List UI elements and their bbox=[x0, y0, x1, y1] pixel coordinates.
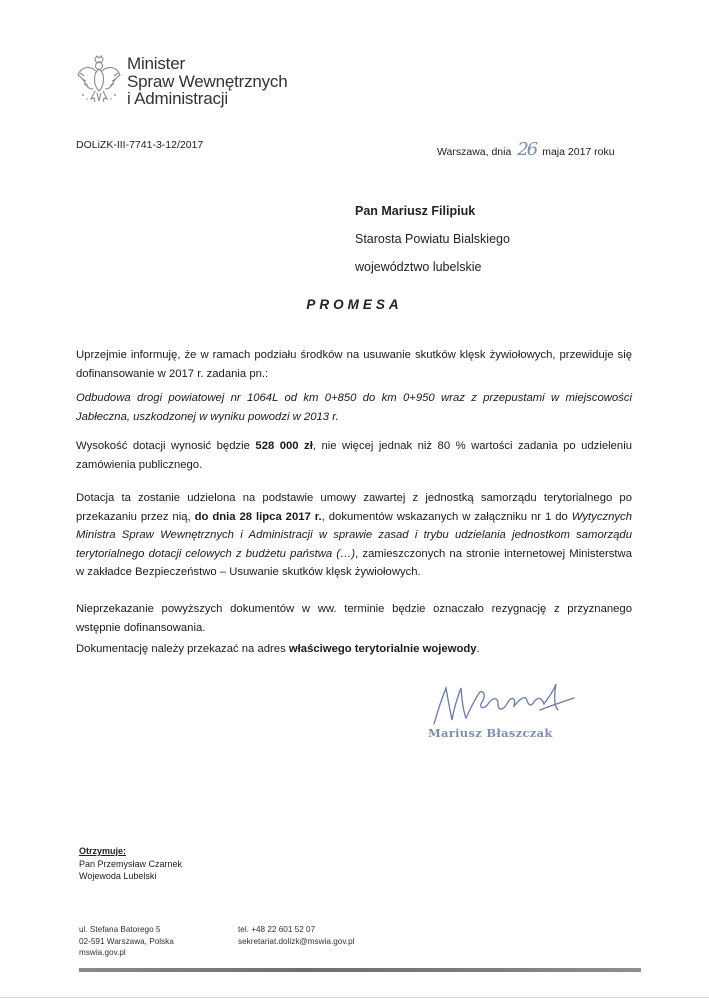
copy-to-label: Otrzymuje: bbox=[79, 846, 127, 856]
conditions-part-1: Dotacja ta zostanie udzielona na podstawie umowy zawartej z jednostką samorządu terytorialnego po przekazaniu przez nią, bbox=[76, 492, 632, 523]
footer-address bbox=[79, 924, 174, 959]
conditions-part-2: , dokumentów wskazanych w załączniku nr 1 do bbox=[321, 510, 572, 523]
grant-amount: 528 000 zł bbox=[255, 440, 313, 452]
grant-text-before: Wysokość dotacji wynosić będzie bbox=[76, 440, 256, 452]
footer-contact bbox=[238, 924, 354, 947]
polish-eagle-emblem-icon bbox=[75, 55, 123, 107]
submission-target: właściwego terytorialnie wojewody bbox=[288, 643, 477, 655]
letter-date bbox=[437, 139, 615, 160]
copy-to-line-2: Wojewoda Lubelski bbox=[79, 871, 157, 881]
ministry-line-2: Spraw Wewnętrznych bbox=[127, 71, 288, 91]
submission-text-before: Dokumentację należy przekazać na adres bbox=[76, 643, 289, 655]
ministry-line-3: i Administracji bbox=[127, 89, 228, 108]
copy-to-line-1: Pan Przemysław Czarnek bbox=[79, 858, 183, 869]
submission-text-after: . bbox=[476, 643, 480, 655]
date-day-handwritten: 26 bbox=[517, 139, 537, 160]
date-suffix: maja 2017 roku bbox=[542, 146, 615, 158]
guidelines-title: Wytycznych Ministra Spraw Wewnętrznych i Administracji w sprawie zasad i trybu udzielania jednostkom samorządu terytorialnego dotacji celowych z budżetu państwa (…) bbox=[76, 510, 632, 560]
website-link[interactable]: mswia.gov.pl bbox=[79, 948, 126, 957]
recipient-name: Pan Mariusz Filipiuk bbox=[355, 204, 476, 218]
paragraph-warning: Nieprzekazanie powyższych dokumentów w ww. terminie będzie oznaczało rezygnację z przyznanego wstępnie dofinansowania. bbox=[76, 603, 632, 634]
date-prefix: Warszawa, dnia bbox=[437, 146, 512, 158]
recipient-position: Starosta Powiatu Bialskiego bbox=[355, 232, 510, 246]
paragraph-grant-amount bbox=[76, 437, 632, 474]
deadline: do dnia 28 lipca 2017 r. bbox=[194, 510, 322, 523]
footer-divider bbox=[79, 968, 641, 972]
address-street: ul. Stefana Batorego 5 bbox=[79, 925, 161, 934]
recipient-block bbox=[355, 197, 510, 281]
paragraph-conditions bbox=[76, 489, 632, 582]
document-title: PROMESA bbox=[306, 297, 403, 312]
phone-number: tel. +48 22 601 52 07 bbox=[238, 925, 316, 934]
reference-number: DOLiZK-III-7741-3-12/2017 bbox=[76, 139, 204, 151]
paragraph-intro: Uprzejmie informuję, że w ramach podziału środków na usuwanie skutków klęsk żywiołowych, przewiduje się dofinansowanie w 2017 r. zadania pn.: bbox=[76, 349, 632, 380]
conditions-part-3: , zamieszczonych na stronie internetowej Ministerstwa w zakładce Bezpieczeństwo – Usuwanie skutków klęsk żywiołowych. bbox=[76, 547, 632, 578]
page-edge bbox=[0, 997, 709, 998]
ministry-line-1: Minister bbox=[127, 54, 185, 73]
ministry-name bbox=[127, 55, 287, 108]
email-link[interactable]: sekretariat.dolizk@mswia.gov.pl bbox=[238, 936, 355, 946]
copy-to-block bbox=[79, 845, 182, 883]
recipient-region: województwo lubelskie bbox=[355, 260, 482, 274]
grant-text-after: , nie więcej jednak niż 80 % wartości zadania po udzieleniu zamówienia publicznego. bbox=[76, 440, 632, 471]
signatory-stamp: Mariusz Błaszczak bbox=[428, 726, 553, 740]
paragraph-submission bbox=[76, 640, 632, 659]
handwritten-signature-icon bbox=[428, 680, 578, 726]
address-city: 02-591 Warszawa, Polska bbox=[79, 936, 174, 946]
paragraph-task-name: Odbudowa drogi powiatowej nr 1064L od km 0+850 do km 0+950 wraz z przepustami w miejscowości Jabłeczna, uszkodzonej w wyniku powodzi w 2013 r. bbox=[76, 392, 632, 423]
